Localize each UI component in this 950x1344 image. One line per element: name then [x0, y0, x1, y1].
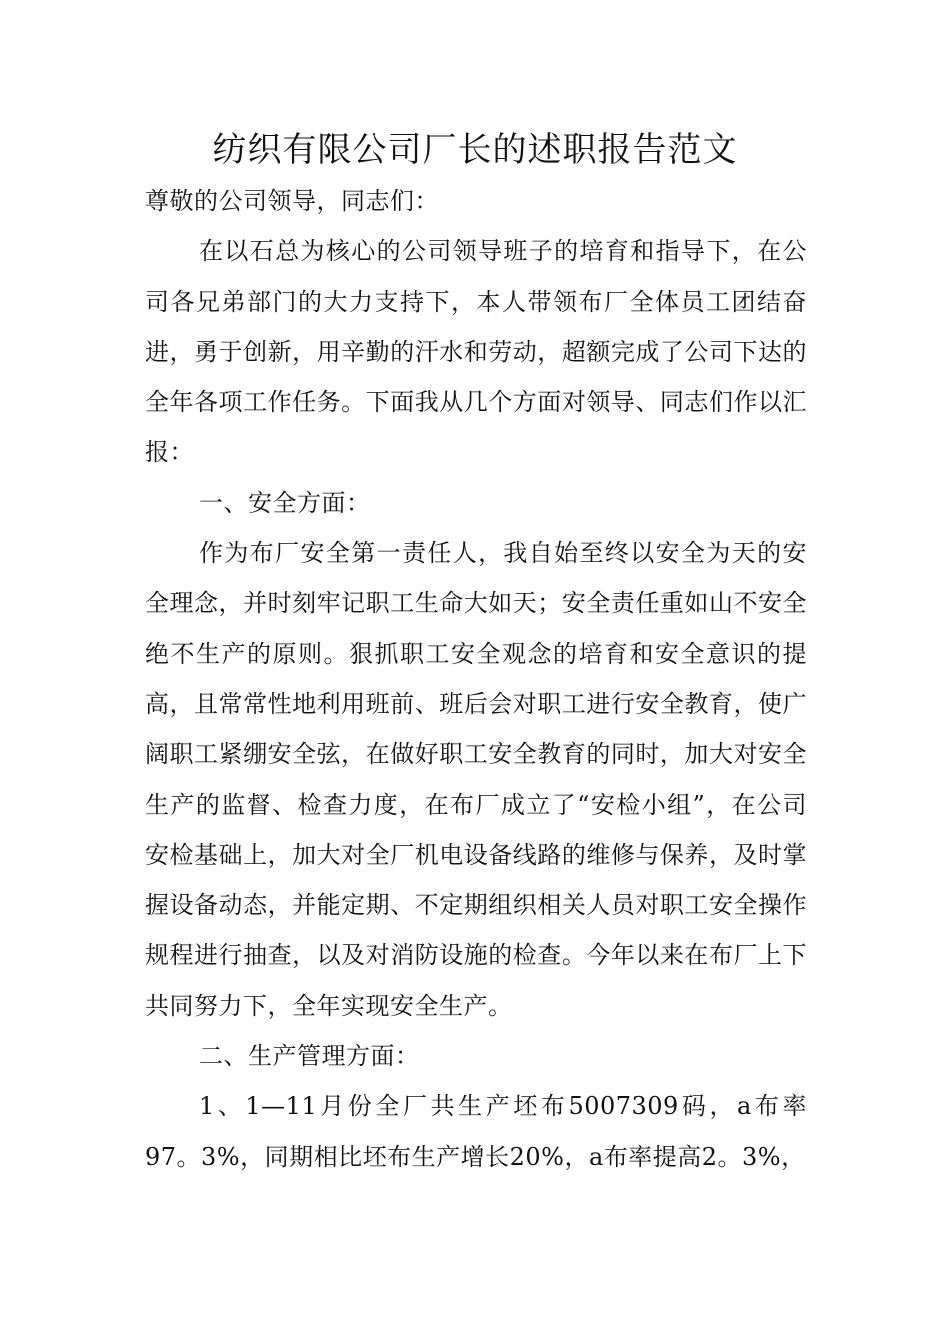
production-paragraph: 1、1—11月份全厂共生产坯布5007309码，a布率97。3%，同期相比坯布生产增长20%，a布率提高2。3%， — [145, 1092, 807, 1171]
section-heading-production: 二、生产管理方面： — [199, 1042, 420, 1071]
document-body — [145, 176, 807, 1182]
document-title: 纺织有限公司厂长的述职报告范文 — [212, 130, 738, 170]
safety-paragraph: 作为布厂安全第一责任人，我自始至终以安全为天的安全理念，并时刻牢记职工生命大如天；安全责任重如山不安全绝不生产的原则。狠抓职工安全观念的培育和安全意识的提高，且常常性地利用班前、班后会对职工进行安全教育，使广阔职工紧绷安全弦，在做好职工安全教育的同时，加大对安全生产的监督、检查力度，在布厂成立了“安检小组”，在公司安检基础上，加大对全厂机电设备线路的维修与保养，及时掌握设备动态，并能定期、不定期组织相关人员对职工安全操作规程进行抽查，以及对消防设施的检查。今年以来在布厂上下共同努力下，全年实现安全生产。 — [145, 539, 807, 1020]
intro-paragraph: 在以石总为核心的公司领导班子的培育和指导下，在公司各兄弟部门的大力支持下，本人带领布厂全体员工团结奋进，勇于创新，用辛勤的汗水和劳动，超额完成了公司下达的全年各项工作任务。下面我从几个方面对领导、同志们作以汇报： — [145, 237, 807, 467]
salutation: 尊敬的公司领导，同志们： — [145, 187, 439, 215]
section-heading-safety: 一、安全方面： — [199, 488, 371, 517]
